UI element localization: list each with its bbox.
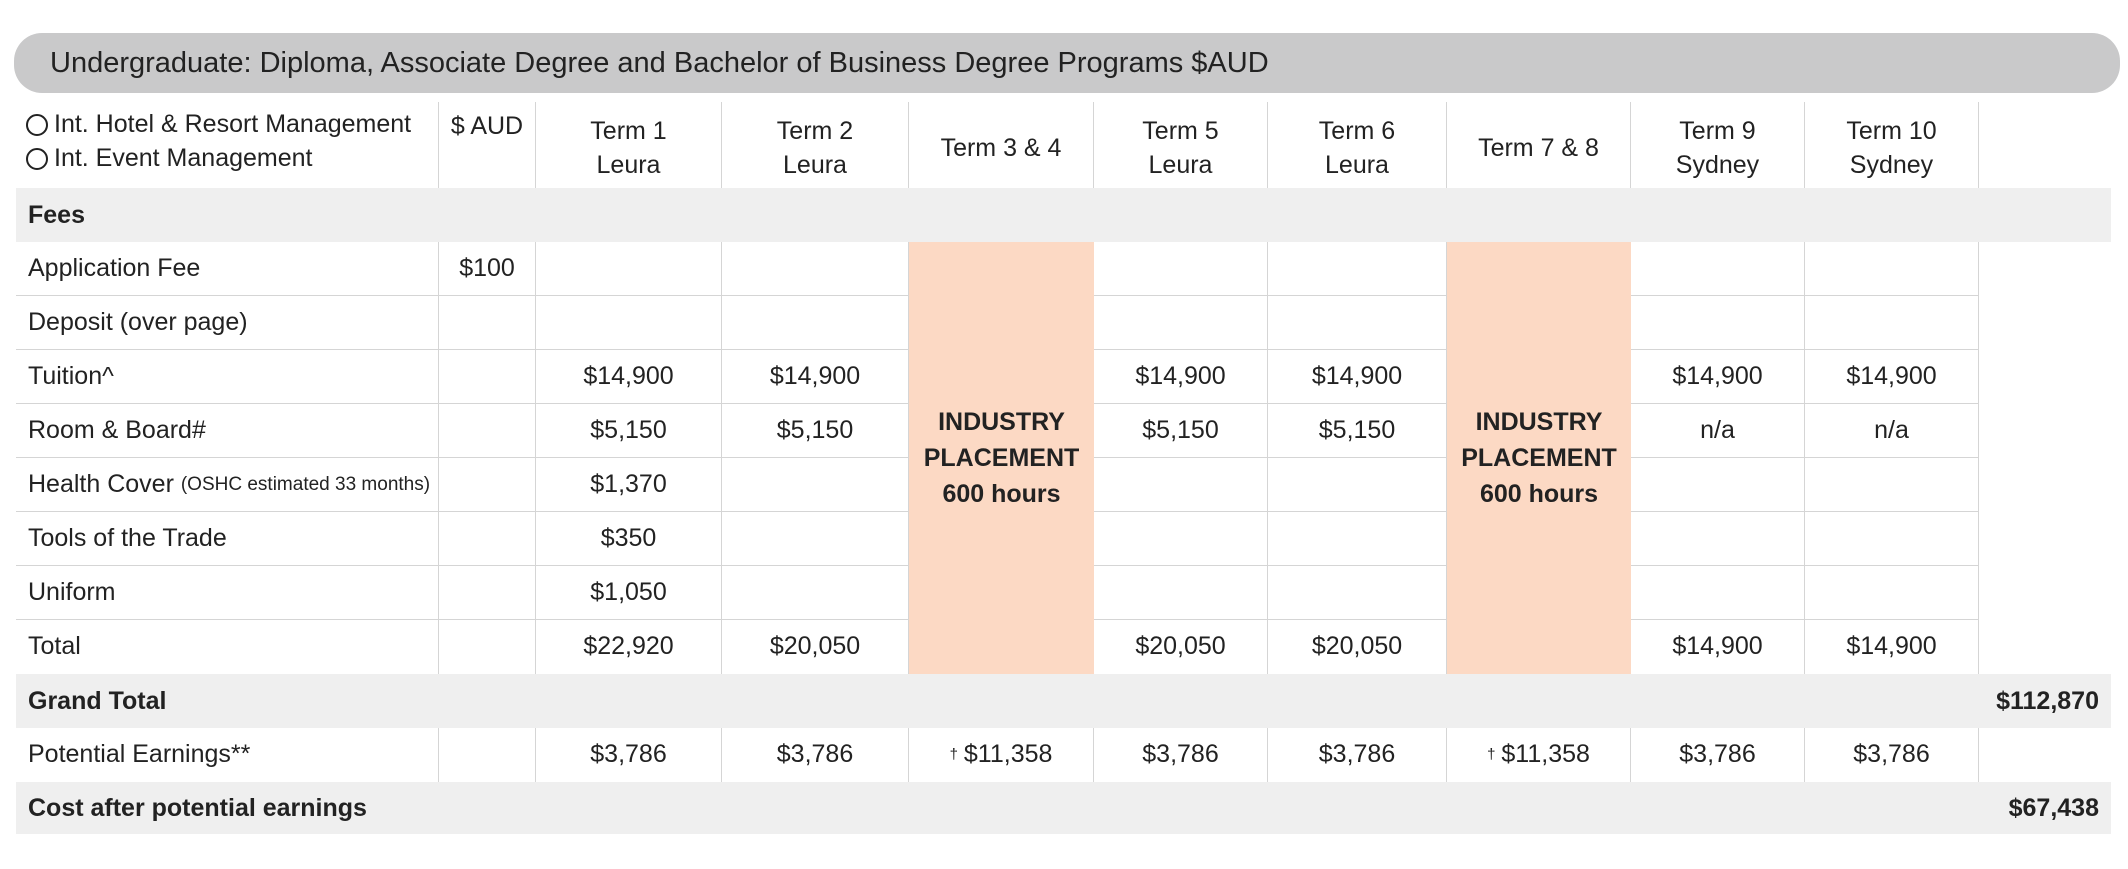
row-label: Room & Board#	[16, 404, 439, 458]
table-cell: $14,900	[1631, 620, 1805, 674]
table-cell: $20,050	[1268, 620, 1447, 674]
row-label-note: (OSHC estimated 33 months)	[180, 473, 431, 495]
table-cell: $14,900	[536, 350, 722, 404]
table-cell	[1805, 296, 1979, 350]
term-header: Term 6 Leura	[1268, 102, 1447, 188]
term-header: Term 2 Leura	[722, 102, 909, 188]
row-label: Total	[16, 620, 439, 674]
table-cell	[1631, 458, 1805, 512]
program-option-hotel[interactable]	[26, 108, 411, 142]
radio-icon[interactable]	[26, 114, 48, 136]
fees-section-header: Fees	[16, 188, 2111, 242]
table-cell	[1268, 566, 1447, 620]
table-cell: $14,900	[722, 350, 909, 404]
table-cell	[1268, 242, 1447, 296]
table-cell	[1805, 566, 1979, 620]
table-cell	[1268, 512, 1447, 566]
table-cell: $3,786	[1268, 728, 1447, 782]
table-cell: $14,900	[1094, 350, 1268, 404]
table-cell	[1094, 458, 1268, 512]
table-cell	[439, 404, 536, 458]
table-cell	[1268, 296, 1447, 350]
cost-after-value: $67,438	[2008, 793, 2099, 822]
table-cell	[439, 566, 536, 620]
table-cell	[1631, 296, 1805, 350]
fees-table	[16, 102, 2111, 834]
term-header: Term 9 Sydney	[1631, 102, 1805, 188]
program-option-label: Int. Hotel & Resort Management	[54, 110, 412, 138]
row-label: Tools of the Trade	[16, 512, 439, 566]
table-cell: $20,050	[722, 620, 909, 674]
table-cell	[439, 458, 536, 512]
radio-icon[interactable]	[26, 148, 48, 170]
industry-placement-block: INDUSTRY PLACEMENT 600 hours	[909, 242, 1094, 674]
table-cell: $5,150	[722, 404, 909, 458]
table-cell	[1631, 566, 1805, 620]
row-label: Uniform	[16, 566, 439, 620]
table-cell: $22,920	[536, 620, 722, 674]
table-cell: $3,786	[1631, 728, 1805, 782]
table-cell	[536, 296, 722, 350]
table-cell	[1094, 512, 1268, 566]
table-cell: n/a	[1805, 404, 1979, 458]
industry-placement-block: INDUSTRY PLACEMENT 600 hours	[1447, 242, 1631, 674]
table-title	[14, 33, 2120, 93]
term-header: Term 5 Leura	[1094, 102, 1268, 188]
table-cell: n/a	[1631, 404, 1805, 458]
table-cell: † $11,358	[909, 728, 1094, 782]
table-cell	[1268, 458, 1447, 512]
table-cell	[722, 242, 909, 296]
table-cell	[536, 242, 722, 296]
table-cell: $14,900	[1805, 620, 1979, 674]
table-cell	[439, 512, 536, 566]
program-option-label: Int. Event Management	[54, 143, 313, 172]
table-cell	[1805, 242, 1979, 296]
table-cell: $3,786	[1094, 728, 1268, 782]
table-cell: $20,050	[1094, 620, 1268, 674]
cost-after-earnings-row	[16, 782, 2111, 834]
table-cell: $1,050	[536, 566, 722, 620]
term-header: Term 10 Sydney	[1805, 102, 1979, 188]
table-cell	[1631, 512, 1805, 566]
term-header: Term 3 & 4	[909, 102, 1094, 188]
table-cell: $14,900	[1631, 350, 1805, 404]
table-cell	[1094, 296, 1268, 350]
table-cell: $14,900	[1805, 350, 1979, 404]
row-label: Health Cover (OSHC estimated 33 months)	[16, 458, 439, 512]
cost-after-label: Cost after potential earnings	[28, 793, 367, 822]
dagger-mark: †	[1487, 745, 1496, 763]
grand-total-label: Grand Total	[28, 686, 167, 715]
row-label: Application Fee	[16, 242, 439, 296]
table-cell: $3,786	[722, 728, 909, 782]
table-cell	[439, 350, 536, 404]
table-cell: $3,786	[536, 728, 722, 782]
currency-header: $ AUD	[439, 102, 536, 188]
table-cell	[722, 296, 909, 350]
table-cell: $5,150	[1268, 404, 1447, 458]
program-option-event[interactable]	[26, 142, 312, 176]
table-cell	[1805, 458, 1979, 512]
table-cell: $3,786	[1805, 728, 1979, 782]
table-cell: $5,150	[1094, 404, 1268, 458]
table-cell	[1631, 242, 1805, 296]
table-cell: $1,370	[536, 458, 722, 512]
term-header: Term 7 & 8	[1447, 102, 1631, 188]
table-cell	[722, 512, 909, 566]
dagger-mark: †	[949, 745, 958, 763]
table-cell	[1805, 512, 1979, 566]
table-cell	[439, 620, 536, 674]
row-label: Tuition^	[16, 350, 439, 404]
program-options	[16, 102, 439, 188]
row-label: Deposit (over page)	[16, 296, 439, 350]
table-cell	[1094, 566, 1268, 620]
title-text: Undergraduate: Diploma, Associate Degree and Bachelor of Business Degree Programs $AUD	[50, 46, 1269, 79]
table-cell: $14,900	[1268, 350, 1447, 404]
table-cell	[439, 296, 536, 350]
table-cell: $5,150	[536, 404, 722, 458]
grand-total-value: $112,870	[1996, 686, 2099, 715]
term-header: Term 1 Leura	[536, 102, 722, 188]
table-cell: $100	[439, 242, 536, 296]
table-cell	[722, 566, 909, 620]
table-cell: † $11,358	[1447, 728, 1631, 782]
table-cell	[722, 458, 909, 512]
table-cell	[439, 728, 536, 782]
table-cell: $350	[536, 512, 722, 566]
grand-total-row	[16, 674, 2111, 728]
table-cell	[1094, 242, 1268, 296]
row-label: Potential Earnings**	[16, 728, 439, 782]
